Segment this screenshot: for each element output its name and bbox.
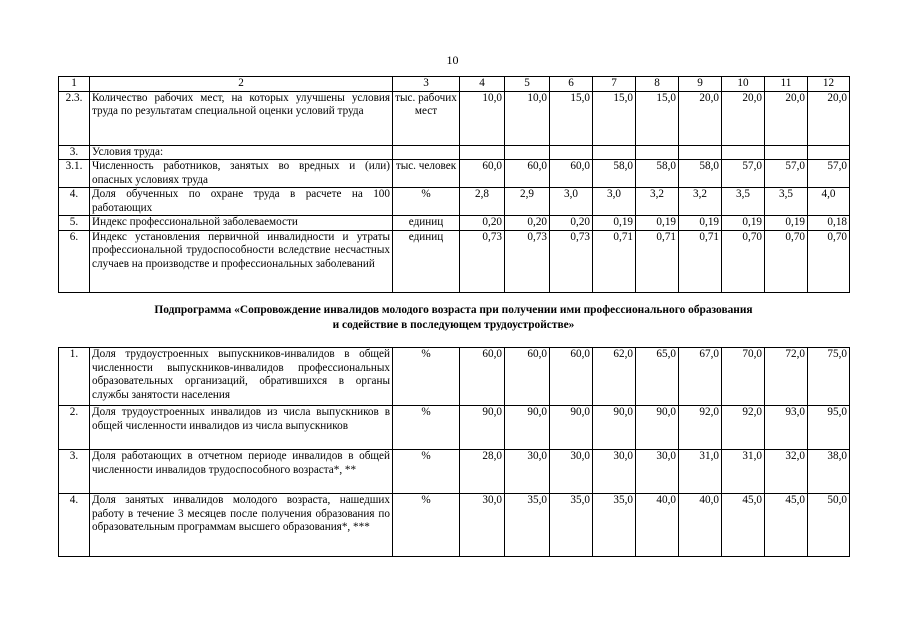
- column-number: 3: [393, 77, 460, 92]
- unit-cell: %: [393, 450, 460, 494]
- value-cell: 0,71: [593, 230, 636, 292]
- column-number-row: [59, 77, 850, 92]
- value-cell: 38,0: [808, 450, 850, 494]
- table-row: [59, 494, 850, 557]
- value-cell: 31,0: [679, 450, 722, 494]
- value-cell: 60,0: [550, 160, 593, 188]
- row-number: 4.: [59, 494, 90, 557]
- value-cell: 20,0: [765, 91, 808, 145]
- row-number: 4.: [59, 188, 90, 216]
- indicator-name: Численность работников, занятых во вредных и (или) опасных условиях труда: [90, 160, 393, 188]
- value-cell: 57,0: [808, 160, 850, 188]
- value-cell: 60,0: [505, 160, 550, 188]
- value-cell: 2,8: [460, 188, 505, 216]
- row-number: 5.: [59, 216, 90, 231]
- value-cell: 0,19: [679, 216, 722, 231]
- value-cell: 45,0: [722, 494, 765, 557]
- value-cell: 3,0: [593, 188, 636, 216]
- column-number: 6: [550, 77, 593, 92]
- value-cell: 0,20: [550, 216, 593, 231]
- row-number: 2.3.: [59, 91, 90, 145]
- value-cell: 28,0: [460, 450, 505, 494]
- column-number: 12: [808, 77, 850, 92]
- table-row: [59, 406, 850, 450]
- value-cell: 3,2: [679, 188, 722, 216]
- value-cell: 60,0: [505, 348, 550, 406]
- subprogram-title-line: и содействие в последующем трудоустройстве»: [332, 319, 575, 331]
- value-cell: 60,0: [550, 348, 593, 406]
- column-number: 11: [765, 77, 808, 92]
- value-cell: [679, 145, 722, 160]
- value-cell: 57,0: [722, 160, 765, 188]
- value-cell: 4,0: [808, 188, 850, 216]
- row-number: 3.: [59, 450, 90, 494]
- value-cell: 75,0: [808, 348, 850, 406]
- value-cell: 95,0: [808, 406, 850, 450]
- value-cell: 58,0: [679, 160, 722, 188]
- column-number: 9: [679, 77, 722, 92]
- indicator-name: Индекс профессиональной заболеваемости: [90, 216, 393, 231]
- value-cell: 35,0: [593, 494, 636, 557]
- table-row: [59, 91, 850, 145]
- column-number: 10: [722, 77, 765, 92]
- column-number: 5: [505, 77, 550, 92]
- value-cell: 3,5: [722, 188, 765, 216]
- value-cell: 70,0: [722, 348, 765, 406]
- value-cell: 30,0: [460, 494, 505, 557]
- value-cell: 30,0: [636, 450, 679, 494]
- value-cell: 35,0: [505, 494, 550, 557]
- value-cell: 0,70: [722, 230, 765, 292]
- column-number: 7: [593, 77, 636, 92]
- unit-cell: %: [393, 494, 460, 557]
- value-cell: 3,0: [550, 188, 593, 216]
- indicator-name: Индекс установления первичной инвалидности и утраты профессиональной трудоспособности вследствие несчастных случаев на производстве и профессиональных заболеваний: [90, 230, 393, 292]
- value-cell: [593, 145, 636, 160]
- value-cell: 93,0: [765, 406, 808, 450]
- value-cell: 0,19: [722, 216, 765, 231]
- value-cell: 0,70: [765, 230, 808, 292]
- value-cell: 10,0: [460, 91, 505, 145]
- table-row: [59, 348, 850, 406]
- table-row: [59, 160, 850, 188]
- table-row: [59, 216, 850, 231]
- value-cell: 90,0: [505, 406, 550, 450]
- unit-cell: тыс. рабочих мест: [393, 91, 460, 145]
- value-cell: 65,0: [636, 348, 679, 406]
- row-number: 2.: [59, 406, 90, 450]
- value-cell: 30,0: [593, 450, 636, 494]
- indicator-name: Доля обученных по охране труда в расчете на 100 работающих: [90, 188, 393, 216]
- value-cell: 15,0: [550, 91, 593, 145]
- unit-cell: тыс. человек: [393, 160, 460, 188]
- value-cell: [722, 145, 765, 160]
- unit-cell: %: [393, 348, 460, 406]
- value-cell: 0,19: [765, 216, 808, 231]
- value-cell: 0,71: [636, 230, 679, 292]
- value-cell: 90,0: [550, 406, 593, 450]
- value-cell: 30,0: [550, 450, 593, 494]
- value-cell: 90,0: [460, 406, 505, 450]
- value-cell: 15,0: [593, 91, 636, 145]
- value-cell: 90,0: [636, 406, 679, 450]
- value-cell: [460, 145, 505, 160]
- value-cell: 32,0: [765, 450, 808, 494]
- table-row: [59, 188, 850, 216]
- value-cell: 0,19: [593, 216, 636, 231]
- value-cell: 58,0: [593, 160, 636, 188]
- value-cell: 40,0: [679, 494, 722, 557]
- value-cell: 30,0: [505, 450, 550, 494]
- unit-cell: %: [393, 188, 460, 216]
- value-cell: 0,73: [505, 230, 550, 292]
- value-cell: 57,0: [765, 160, 808, 188]
- value-cell: 0,70: [808, 230, 850, 292]
- value-cell: 3,5: [765, 188, 808, 216]
- value-cell: 20,0: [722, 91, 765, 145]
- column-number: 1: [59, 77, 90, 92]
- value-cell: 10,0: [505, 91, 550, 145]
- value-cell: 15,0: [636, 91, 679, 145]
- indicator-name: Доля работающих в отчетном периоде инвалидов в общей численности инвалидов трудоспособного возраста*, **: [90, 450, 393, 494]
- row-number: 1.: [59, 348, 90, 406]
- value-cell: 45,0: [765, 494, 808, 557]
- subprogram-title: [58, 303, 849, 333]
- value-cell: [636, 145, 679, 160]
- value-cell: 60,0: [460, 348, 505, 406]
- value-cell: 72,0: [765, 348, 808, 406]
- indicator-name: Доля трудоустроенных выпускников-инвалидов в общей численности выпускников-инвалидов профессиональных образовательных организаций, обратившихся в органы службы занятости населения: [90, 348, 393, 406]
- subprogram-indicators-table: [58, 347, 850, 557]
- unit-cell: %: [393, 406, 460, 450]
- row-number: 3.1.: [59, 160, 90, 188]
- value-cell: 35,0: [550, 494, 593, 557]
- column-number: 2: [90, 77, 393, 92]
- value-cell: 0,73: [550, 230, 593, 292]
- subprogram-title-line: Подпрограмма «Сопровождение инвалидов молодого возраста при получении ими профессионального образования: [154, 304, 753, 316]
- row-number: 6.: [59, 230, 90, 292]
- value-cell: 90,0: [593, 406, 636, 450]
- row-number: 3.: [59, 145, 90, 160]
- value-cell: 20,0: [679, 91, 722, 145]
- indicator-name: Доля трудоустроенных инвалидов из числа выпускников в общей численности инвалидов из числа выпускников: [90, 406, 393, 450]
- table-row: [59, 145, 850, 160]
- value-cell: 20,0: [808, 91, 850, 145]
- value-cell: 67,0: [679, 348, 722, 406]
- value-cell: 2,9: [505, 188, 550, 216]
- value-cell: 0,19: [636, 216, 679, 231]
- value-cell: [765, 145, 808, 160]
- value-cell: 0,20: [460, 216, 505, 231]
- value-cell: 3,2: [636, 188, 679, 216]
- value-cell: 50,0: [808, 494, 850, 557]
- value-cell: 31,0: [722, 450, 765, 494]
- indicators-table: [58, 76, 850, 293]
- value-cell: 62,0: [593, 348, 636, 406]
- value-cell: 92,0: [679, 406, 722, 450]
- value-cell: 92,0: [722, 406, 765, 450]
- unit-cell: единиц: [393, 230, 460, 292]
- value-cell: 60,0: [460, 160, 505, 188]
- value-cell: [550, 145, 593, 160]
- value-cell: 40,0: [636, 494, 679, 557]
- value-cell: 0,20: [505, 216, 550, 231]
- page-number: 10: [446, 53, 459, 67]
- indicator-name: Доля занятых инвалидов молодого возраста, нашедших работу в течение 3 месяцев после получения образования по образовательным программам высшего образования*, ***: [90, 494, 393, 557]
- value-cell: 0,73: [460, 230, 505, 292]
- table-row: [59, 230, 850, 292]
- indicator-name: Количество рабочих мест, на которых улучшены условия труда по результатам специальной оценки условий труда: [90, 91, 393, 145]
- value-cell: 0,71: [679, 230, 722, 292]
- value-cell: 58,0: [636, 160, 679, 188]
- value-cell: [808, 145, 850, 160]
- unit-cell: единиц: [393, 216, 460, 231]
- indicator-name: Условия труда:: [90, 145, 393, 160]
- value-cell: [505, 145, 550, 160]
- table-row: [59, 450, 850, 494]
- value-cell: 0,18: [808, 216, 850, 231]
- column-number: 8: [636, 77, 679, 92]
- column-number: 4: [460, 77, 505, 92]
- unit-cell: [393, 145, 460, 160]
